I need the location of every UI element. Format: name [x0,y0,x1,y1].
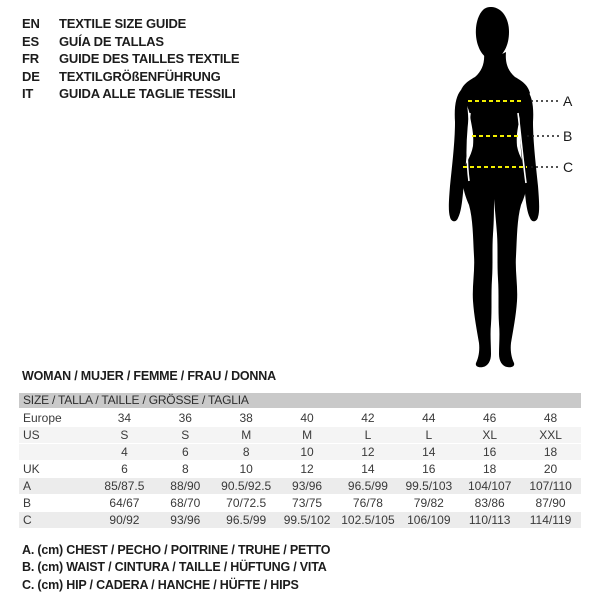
size-cell: 18 [483,462,497,476]
table-row [19,410,581,427]
size-cell: 114/119 [529,513,572,527]
chest-mark-label: A [563,93,573,109]
woman-silhouette-figure [400,0,600,380]
language-row [22,85,239,103]
table-row [19,495,581,512]
language-row [22,33,239,51]
size-cell: 16 [483,445,497,459]
size-cell: S [181,428,190,442]
size-cell: M [302,428,313,442]
size-cell: L [425,428,433,442]
language-row [22,50,239,68]
size-cell: 44 [422,411,436,425]
size-cell: 18 [543,445,558,459]
size-cell: 90.5/92.5 [221,479,272,493]
language-title: GUIDA ALLE TAGLIE TESSILI [59,86,236,101]
size-cell: 64/67 [109,496,140,510]
language-code: EN [22,16,40,31]
legend-line: C. (cm) HIP / CADERA / HANCHE / HÜFTE / HIPS [22,577,299,592]
size-cell: 99.5/102 [283,513,331,527]
row-label [19,444,94,460]
size-cell: 12 [300,462,314,476]
row-label: Europe [23,411,62,425]
size-cell: 38 [239,411,253,425]
size-cell: 85/87.5 [104,479,145,493]
language-title-list [22,15,239,103]
table-row [19,444,581,461]
size-cell: 6 [181,445,189,459]
language-title: GUÍA DE TALLAS [59,33,164,49]
size-table-rows [19,410,581,529]
row-label: C [23,513,32,527]
size-cell: M [241,428,252,442]
size-cell: 6 [121,462,128,476]
size-table-header: SIZE / TALLA / TAILLE / GRÖSSE / TAGLIA [19,393,581,408]
size-cell: 110/113 [468,513,511,527]
size-cell: 73/75 [292,496,323,510]
size-cell: 8 [181,462,189,476]
size-cell: 76/78 [352,496,383,510]
size-cell: 8 [242,445,250,459]
size-cell: 96.5/99 [226,513,267,527]
hip-mark-label: C [563,159,574,175]
table-row [19,461,581,478]
size-cell: 10 [300,445,314,459]
language-row [22,15,239,33]
size-table [19,393,581,529]
size-cell: 87/90 [535,496,566,510]
language-title: TEXTILGRÖßENFÜHRUNG [59,68,221,84]
row-label: UK [23,462,40,476]
language-code: FR [22,51,39,66]
size-cell: 46 [483,411,497,425]
silhouette-head [476,7,509,59]
language-row [22,68,239,86]
size-cell: 48 [543,411,558,425]
size-cell: 83/86 [474,496,505,510]
size-cell: 88/90 [170,479,201,493]
size-cell: L [364,428,372,442]
size-cell: S [120,428,129,442]
size-cell: 79/82 [413,496,444,510]
size-cell: 14 [422,445,436,459]
size-cell: 106/109 [407,513,451,527]
size-cell: 93/96 [170,513,201,527]
size-cell: 68/70 [170,496,201,510]
legend-line: A. (cm) CHEST / PECHO / POITRINE / TRUHE / PETTO [22,543,331,557]
table-row [19,478,581,495]
size-cell: 93/96 [292,479,323,493]
size-cell: 99.5/103 [405,479,453,493]
row-label: US [23,428,40,442]
table-row [19,512,581,529]
measurement-legend [22,542,330,594]
size-cell: XL [482,428,498,442]
language-code: DE [22,68,40,84]
size-cell: 104/107 [467,479,512,493]
size-cell: 36 [178,411,192,425]
row-label: A [23,479,32,493]
size-cell: 4 [121,445,128,459]
size-cell: 20 [543,462,558,476]
size-cell: 14 [361,462,375,476]
size-cell: 102.5/105 [341,513,395,527]
language-code: IT [22,86,34,101]
size-cell: 40 [300,411,314,425]
language-code: ES [22,33,39,49]
size-cell: 107/110 [529,479,572,493]
waist-mark-label: B [563,128,573,144]
language-title: TEXTILE SIZE GUIDE [59,16,187,31]
size-cell: XXL [539,428,562,442]
table-row [19,427,581,444]
row-label: B [23,496,32,510]
silhouette-body [460,52,530,367]
size-cell: 96.5/99 [347,479,388,493]
size-cell: 90/92 [109,513,140,527]
legend-line: B. (cm) WAIST / CINTURA / TAILLE / HÜFTUNG / VITA [22,560,327,575]
size-cell: 12 [361,445,375,459]
section-title: WOMAN / MUJER / FEMME / FRAU / DONNA [22,369,276,383]
size-cell: 70/72.5 [226,496,267,510]
size-cell: 42 [361,411,375,425]
silhouette-left-arm [449,90,469,221]
language-title: GUIDE DES TAILLES TEXTILE [59,51,240,66]
size-cell: 10 [239,462,253,476]
size-cell: 16 [422,462,436,476]
size-cell: 34 [117,411,132,425]
